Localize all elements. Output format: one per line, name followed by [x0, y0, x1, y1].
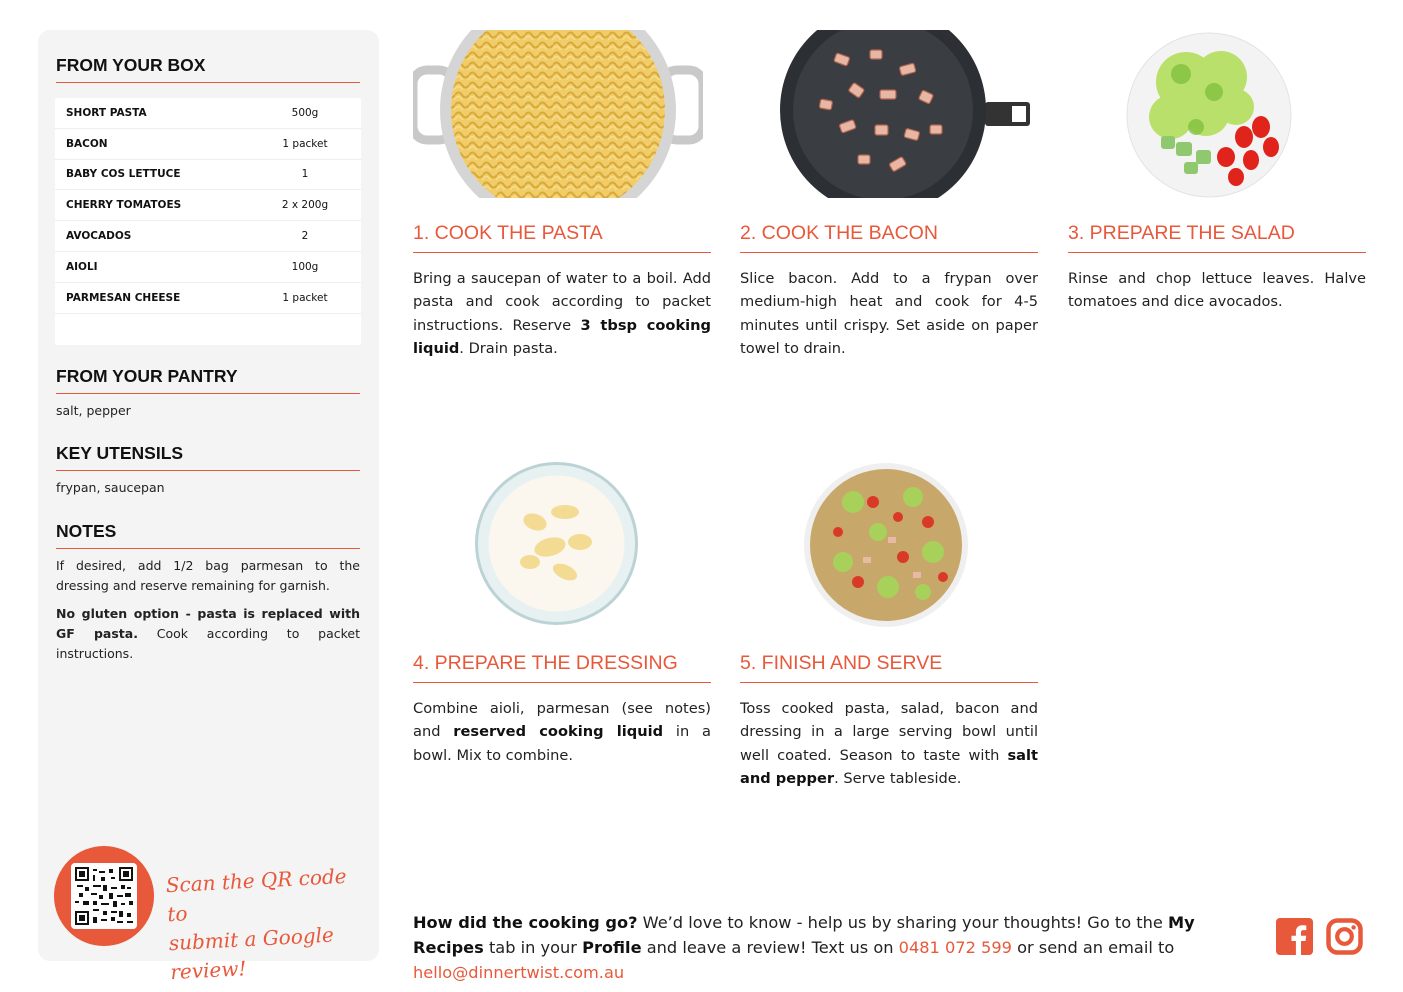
- step-text: . Serve tableside.: [834, 769, 962, 787]
- step-1-body: [413, 267, 711, 360]
- pantry-text: salt, pepper: [56, 403, 131, 418]
- ingredient-qty: 1 packet: [282, 137, 328, 150]
- step-2-title: 2. COOK THE BACON: [740, 222, 1038, 253]
- step-text: Slice bacon. Add to a frypan over medium-high heat and cook for 4-5 minutes until crispy. Set aside on paper towel to drain.: [740, 270, 1038, 357]
- step-text: Combine aioli, parmesan (see notes) and: [413, 700, 711, 741]
- step-3-image: [1126, 32, 1292, 198]
- ingredient-row: [55, 98, 361, 129]
- ingredient-qty: 500g: [291, 106, 319, 119]
- step-1-image: [413, 30, 703, 198]
- ingredient-row: [55, 190, 361, 221]
- ingredient-name: PARMESAN CHEESE: [66, 291, 181, 304]
- step-4-image: [475, 462, 638, 625]
- step-3-title: 3. PREPARE THE SALAD: [1068, 222, 1366, 253]
- dressing-bowl-image: [475, 462, 638, 625]
- note-2-bold: No gluten option - pasta is replaced with GF pasta.: [56, 606, 360, 641]
- step-text: Rinse and chop lettuce leaves. Halve tomatoes and dice avocados.: [1068, 270, 1366, 311]
- step-4-body: [413, 697, 711, 767]
- recipe-sidebar: [38, 30, 379, 985]
- ingredient-qty: 2: [301, 230, 309, 243]
- salad-plate-image: [1126, 32, 1292, 198]
- step-2-body: [740, 267, 1038, 360]
- step-3-body: [1068, 267, 1366, 314]
- finished-dish-image: [803, 462, 969, 628]
- profile-link[interactable]: Profile: [582, 938, 642, 957]
- ingredient-name: CHERRY TOMATOES: [66, 199, 182, 212]
- ingredients-table: [55, 98, 361, 345]
- ingredient-qty: 1: [301, 168, 309, 181]
- qr-badge[interactable]: [54, 846, 154, 946]
- ingredient-qty: 2 x 200g: [281, 199, 329, 212]
- ingredient-qty: 100g: [291, 260, 319, 273]
- qr-caption-line-2: submit a Google review!: [168, 922, 335, 985]
- ingredient-row: [55, 283, 361, 314]
- step-text: Toss cooked pasta, salad, bacon and dressing in a large serving bowl until well coated. Season to taste with: [740, 700, 1038, 764]
- facebook-icon[interactable]: [1276, 918, 1313, 955]
- ingredient-name: AIOLI: [66, 260, 98, 273]
- step-5-image: [803, 462, 969, 628]
- step-text: . Drain pasta.: [459, 339, 558, 357]
- qr-caption-line-1: Scan the QR code to: [165, 863, 348, 927]
- phone-link[interactable]: 0481 072 599: [898, 938, 1012, 957]
- step-text-bold: reserved cooking liquid: [453, 723, 664, 741]
- footer-text-1: We’d love to know - help us by sharing your thoughts! Go to the: [637, 913, 1169, 932]
- qr-caption: [165, 861, 371, 987]
- note-2-rest: Cook according to packet instructions.: [56, 626, 360, 661]
- ingredient-name: BACON: [66, 137, 108, 150]
- pantry-title: FROM YOUR PANTRY: [56, 366, 360, 394]
- review-question: How did the cooking go?: [413, 913, 638, 932]
- my-recipes-link[interactable]: My Recipes: [413, 913, 1195, 957]
- step-5-title: 5. FINISH AND SERVE: [740, 652, 1038, 683]
- utensils-title: KEY UTENSILS: [56, 443, 360, 471]
- step-text: in a bowl. Mix to combine.: [413, 723, 711, 764]
- instagram-icon[interactable]: [1326, 918, 1363, 955]
- ingredient-name: BABY COS LETTUCE: [66, 168, 181, 181]
- email-link[interactable]: hello@dinnertwist.com.au: [413, 963, 625, 982]
- pasta-colander-image: [413, 30, 703, 198]
- step-text-bold: salt and pepper: [740, 746, 1038, 787]
- ingredient-qty: 1 packet: [282, 291, 328, 304]
- note-2: [56, 604, 360, 664]
- footer-text-2: tab in your: [483, 938, 583, 957]
- bacon-frypan-image: [780, 30, 1030, 198]
- ingredient-row: [55, 252, 361, 283]
- notes-title: NOTES: [56, 521, 360, 549]
- step-4-title: 4. PREPARE THE DRESSING: [413, 652, 711, 683]
- ingredient-name: SHORT PASTA: [66, 106, 147, 119]
- ingredient-row: [55, 129, 361, 160]
- utensils-text: frypan, saucepan: [56, 480, 165, 495]
- ingredient-row: [55, 221, 361, 252]
- step-text-bold: 3 tbsp cooking liquid: [413, 316, 711, 357]
- from-your-box-title: FROM YOUR BOX: [56, 55, 360, 83]
- step-1-title: 1. COOK THE PASTA: [413, 222, 711, 253]
- ingredient-row: [55, 160, 361, 191]
- step-5-body: [740, 697, 1038, 790]
- footer-text-3: and leave a review! Text us on: [641, 938, 899, 957]
- ingredient-name: AVOCADOS: [66, 230, 132, 243]
- step-2-image: [780, 30, 1030, 198]
- footer-text-4: or send an email to: [1011, 938, 1175, 957]
- note-1: If desired, add 1/2 bag parmesan to the dressing and reserve remaining for garnish.: [56, 558, 360, 593]
- qr-code-icon: [75, 867, 133, 925]
- step-text: Bring a saucepan of water to a boil. Add pasta and cook according to packet instructions. Reserve: [413, 270, 711, 334]
- review-prompt: [413, 910, 1263, 985]
